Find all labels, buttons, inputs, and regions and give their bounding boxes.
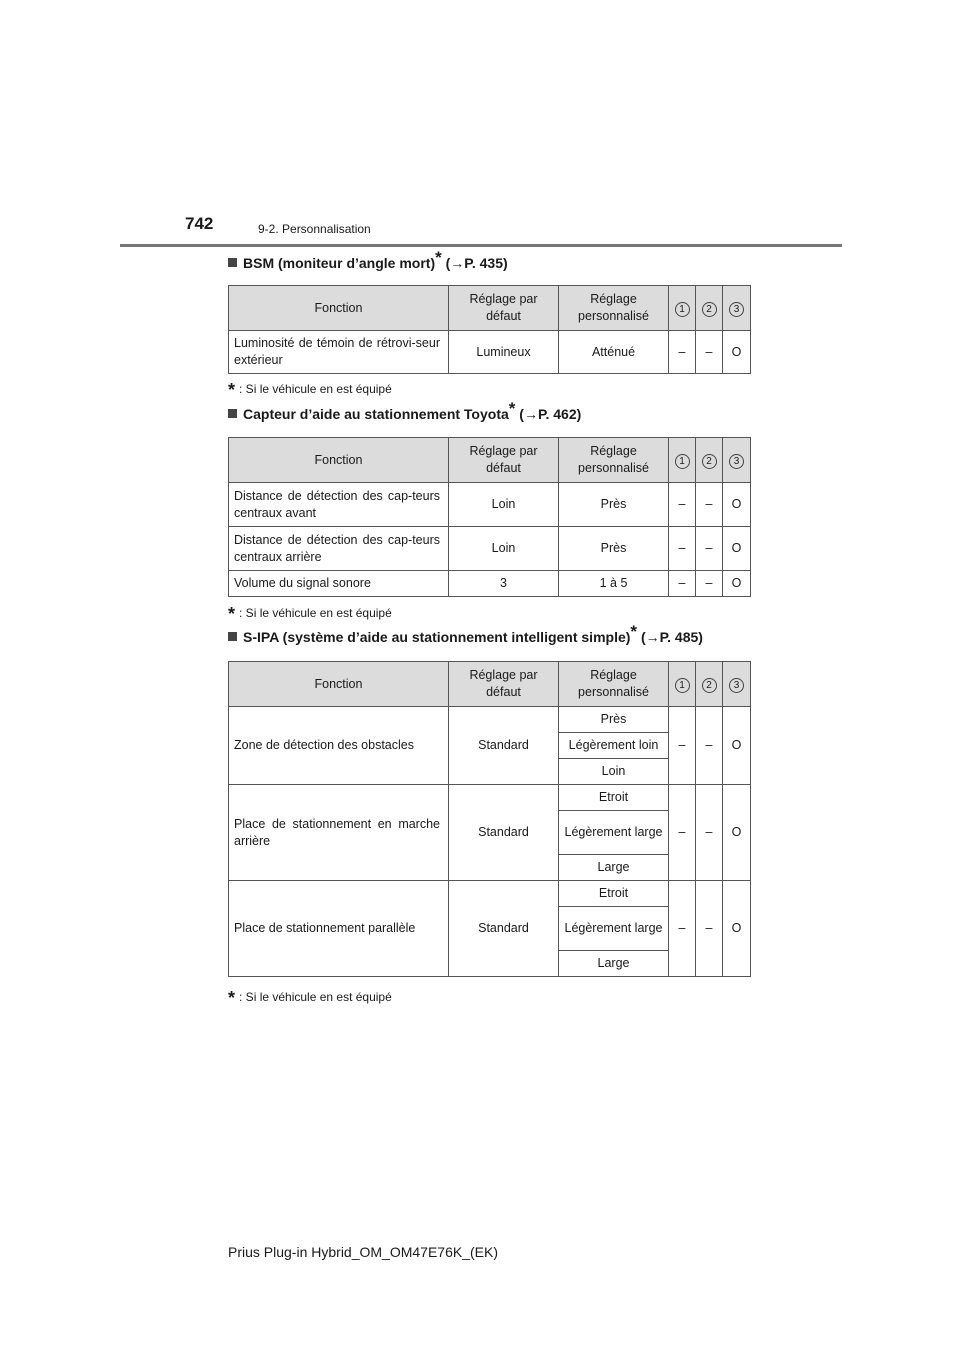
circled-three-icon: 3 [729, 302, 744, 317]
col-2 [696, 286, 723, 331]
footnote: * : Si le véhicule en est équipé [228, 604, 392, 624]
col-default: Réglage par défaut [449, 286, 559, 331]
table-header-row [229, 286, 751, 331]
page-header [185, 214, 845, 244]
table-row: Place de stationnement parallèle Standard Etroit – – O [229, 881, 751, 907]
circled-one-icon: 1 [675, 302, 690, 317]
circled-one-icon: 1 [675, 454, 690, 469]
circled-one-icon: 1 [675, 678, 690, 693]
table-row: Distance de détection des cap-teurs centraux avant Loin Près – – O [229, 483, 751, 527]
col-1 [669, 438, 696, 483]
table-row: Légèrement large [229, 907, 751, 951]
page-number: 742 [185, 214, 214, 233]
footnote-star: * [508, 399, 516, 418]
col-1 [669, 286, 696, 331]
col-3 [723, 286, 751, 331]
table-row: Large [229, 951, 751, 977]
section3-title: S-IPA (système d’aide au stationnement intelligent simple)* (→P. 485) [228, 629, 703, 645]
table-row: Légèrement loin [229, 733, 751, 759]
col-1 [669, 662, 696, 707]
table-parking-sensor [228, 437, 751, 597]
col-2 [696, 438, 723, 483]
table-header-row [229, 438, 751, 483]
col-custom: Réglage personnalisé [559, 286, 669, 331]
col-custom: Réglage personnalisé [559, 662, 669, 707]
table-header-row [229, 662, 751, 707]
footnote-star: * [435, 248, 442, 267]
footnote: * : Si le véhicule en est équipé [228, 988, 392, 1008]
col-default: Réglage par défaut [449, 438, 559, 483]
col-2 [696, 662, 723, 707]
square-bullet-icon [228, 258, 237, 267]
circled-three-icon: 3 [729, 454, 744, 469]
circled-two-icon: 2 [702, 302, 717, 317]
section2-ref: (→P. 462) [519, 406, 582, 422]
table-row: Large [229, 855, 751, 881]
col-custom: Réglage personnalisé [559, 438, 669, 483]
section-label: 9-2. Personnalisation [258, 222, 371, 236]
table-bsm [228, 285, 751, 374]
col-default: Réglage par défaut [449, 662, 559, 707]
square-bullet-icon [228, 409, 237, 418]
col-function: Fonction [229, 438, 449, 483]
table-row: Distance de détection des cap-teurs centraux arrière Loin Près – – O [229, 527, 751, 571]
footnote-star: * [630, 622, 638, 641]
table-s-ipa [228, 661, 751, 977]
table-row: Place de stationnement en marche arrière Standard Etroit – – O [229, 785, 751, 811]
col-function: Fonction [229, 662, 449, 707]
col-3 [723, 438, 751, 483]
table-row: Luminosité de témoin de rétrovi-seur extérieur Lumineux Atténué – – O [229, 331, 751, 374]
col-3 [723, 662, 751, 707]
circled-three-icon: 3 [729, 678, 744, 693]
footnote: * : Si le véhicule en est équipé [228, 380, 392, 400]
table-row: Zone de détection des obstacles Standard Près – – O [229, 707, 751, 733]
circled-two-icon: 2 [702, 454, 717, 469]
section1-title: BSM (moniteur d’angle mort)* (→P. 435) [228, 255, 508, 271]
section3-ref: (→P. 485) [640, 629, 703, 645]
table-row: Volume du signal sonore 3 1 à 5 – – O [229, 571, 751, 597]
table-row: Loin [229, 759, 751, 785]
header-rule [120, 244, 842, 247]
section1-ref: (→P. 435) [445, 255, 508, 271]
col-function: Fonction [229, 286, 449, 331]
section2-title: Capteur d’aide au stationnement Toyota* (→P. 462) [228, 406, 581, 422]
square-bullet-icon [228, 632, 237, 641]
table-row: Légèrement large [229, 811, 751, 855]
manual-id: Prius Plug-in Hybrid_OM_OM47E76K_(EK) [228, 1244, 498, 1260]
circled-two-icon: 2 [702, 678, 717, 693]
